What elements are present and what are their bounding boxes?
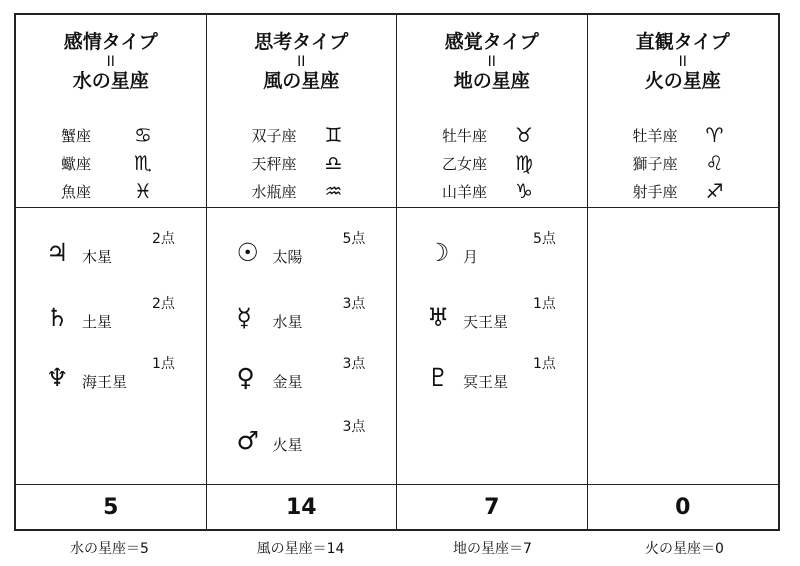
sign-group-label: 水の星座	[72, 70, 149, 92]
planets-cell-fire	[588, 208, 779, 485]
sign-name: 山羊座	[442, 182, 488, 201]
type-label: 感覚タイプ	[444, 31, 539, 53]
header-cell-earth	[397, 15, 588, 208]
planet-name: 冥王星	[463, 373, 509, 391]
planet-name: 水星	[272, 313, 303, 331]
moon-icon: ☽	[427, 238, 450, 267]
sign-row	[207, 149, 397, 177]
sign-group-label: 地の星座	[453, 70, 530, 92]
jupiter-icon: ♃	[46, 238, 69, 267]
libra-icon: ♎	[324, 151, 343, 175]
type-label: 直観タイプ	[635, 31, 730, 53]
planet-points: 3点	[342, 296, 366, 312]
planet-points: 5点	[342, 231, 366, 247]
planet-entry	[16, 296, 206, 363]
planet-entry	[207, 231, 397, 298]
sign-row	[207, 121, 397, 149]
aquarius-icon: ♒	[324, 179, 343, 203]
sign-group-label: 火の星座	[644, 70, 721, 92]
sign-row	[397, 121, 587, 149]
planet-points: 3点	[342, 356, 366, 372]
planet-entry	[207, 356, 397, 423]
sign-row	[397, 177, 587, 205]
planet-points: 3点	[342, 419, 366, 435]
planet-entry	[207, 419, 397, 486]
planet-points: 5点	[533, 231, 556, 247]
sign-name: 射手座	[632, 182, 678, 201]
sign-name: 蠍座	[61, 154, 92, 173]
planet-name: 金星	[272, 373, 303, 391]
equals-mark: II	[297, 54, 306, 70]
sign-name: 蟹座	[61, 126, 92, 145]
type-label: 思考タイプ	[254, 31, 349, 53]
scorpio-icon: ♏	[134, 151, 152, 175]
total-water: 5	[16, 485, 207, 529]
equals-mark: II	[106, 54, 115, 70]
planet-points: 2点	[152, 296, 175, 312]
total-earth: 7	[397, 485, 588, 529]
leo-icon: ♌	[705, 151, 724, 175]
header-cell-water	[16, 15, 207, 208]
sign-row	[207, 177, 397, 205]
sign-name: 水瓶座	[251, 182, 297, 201]
planet-entry	[16, 231, 206, 298]
cancer-icon: ♋	[134, 123, 152, 147]
element-type-table	[14, 13, 780, 531]
total-air: 14	[207, 485, 398, 529]
aries-icon: ♈	[705, 123, 724, 147]
planet-name: 木星	[82, 248, 113, 266]
planet-name: 月	[463, 248, 479, 266]
planet-entry	[397, 356, 587, 423]
planet-entry	[16, 356, 206, 423]
total-fire: 0	[675, 494, 691, 520]
planet-name: 火星	[272, 436, 303, 454]
planets-cell-air	[207, 208, 398, 485]
planet-points: 1点	[533, 356, 556, 372]
planet-entry	[397, 296, 587, 363]
planet-points: 1点	[533, 296, 556, 312]
sign-row	[588, 121, 779, 149]
planet-name: 海王星	[82, 373, 128, 391]
sign-row	[588, 177, 779, 205]
header-cell-air	[207, 15, 398, 208]
pisces-icon: ♓	[134, 179, 152, 203]
planet-name: 天王星	[463, 313, 509, 331]
sign-row	[16, 149, 206, 177]
neptune-icon: ♆	[46, 363, 69, 392]
mars-icon: ♂	[236, 426, 259, 455]
sign-name: 天秤座	[251, 154, 297, 173]
mercury-icon: ☿	[236, 303, 252, 332]
planet-entry	[397, 231, 587, 298]
uranus-icon: ♅	[427, 303, 450, 332]
equals-mark: II	[678, 54, 687, 70]
planet-name: 土星	[82, 313, 113, 331]
header-cell-fire	[588, 15, 779, 208]
sign-row	[397, 149, 587, 177]
footer-water: 水の星座＝5	[70, 541, 149, 557]
virgo-icon: ♍	[515, 151, 533, 175]
pluto-icon: ♇	[427, 363, 450, 392]
sign-name: 魚座	[61, 182, 92, 201]
sign-row	[16, 177, 206, 205]
sign-row	[16, 121, 206, 149]
planet-entry	[207, 296, 397, 363]
sign-name: 双子座	[251, 126, 297, 145]
footer-fire: 火の星座＝0	[645, 541, 724, 557]
sign-row	[588, 149, 779, 177]
sign-name: 獅子座	[632, 154, 678, 173]
capricorn-icon: ♑	[515, 179, 533, 203]
taurus-icon: ♉	[515, 123, 533, 147]
sign-name: 乙女座	[442, 154, 488, 173]
planets-cell-water	[16, 208, 207, 485]
planets-cell-earth	[397, 208, 588, 485]
footer-air: 風の星座＝14	[256, 541, 345, 557]
venus-icon: ♀	[236, 363, 255, 392]
sun-icon: ☉	[236, 238, 259, 267]
gemini-icon: ♊	[324, 123, 343, 147]
planet-points: 1点	[152, 356, 175, 372]
type-label: 感情タイプ	[63, 31, 158, 53]
sagittarius-icon: ♐	[705, 179, 724, 203]
sign-group-label: 風の星座	[263, 70, 340, 92]
footer-earth: 地の星座＝7	[453, 541, 532, 557]
sign-name: 牡牛座	[442, 126, 488, 145]
saturn-icon: ♄	[46, 303, 69, 332]
equals-mark: II	[487, 54, 496, 70]
planet-name: 太陽	[272, 248, 303, 266]
sign-name: 牡羊座	[632, 126, 678, 145]
planet-points: 2点	[152, 231, 175, 247]
